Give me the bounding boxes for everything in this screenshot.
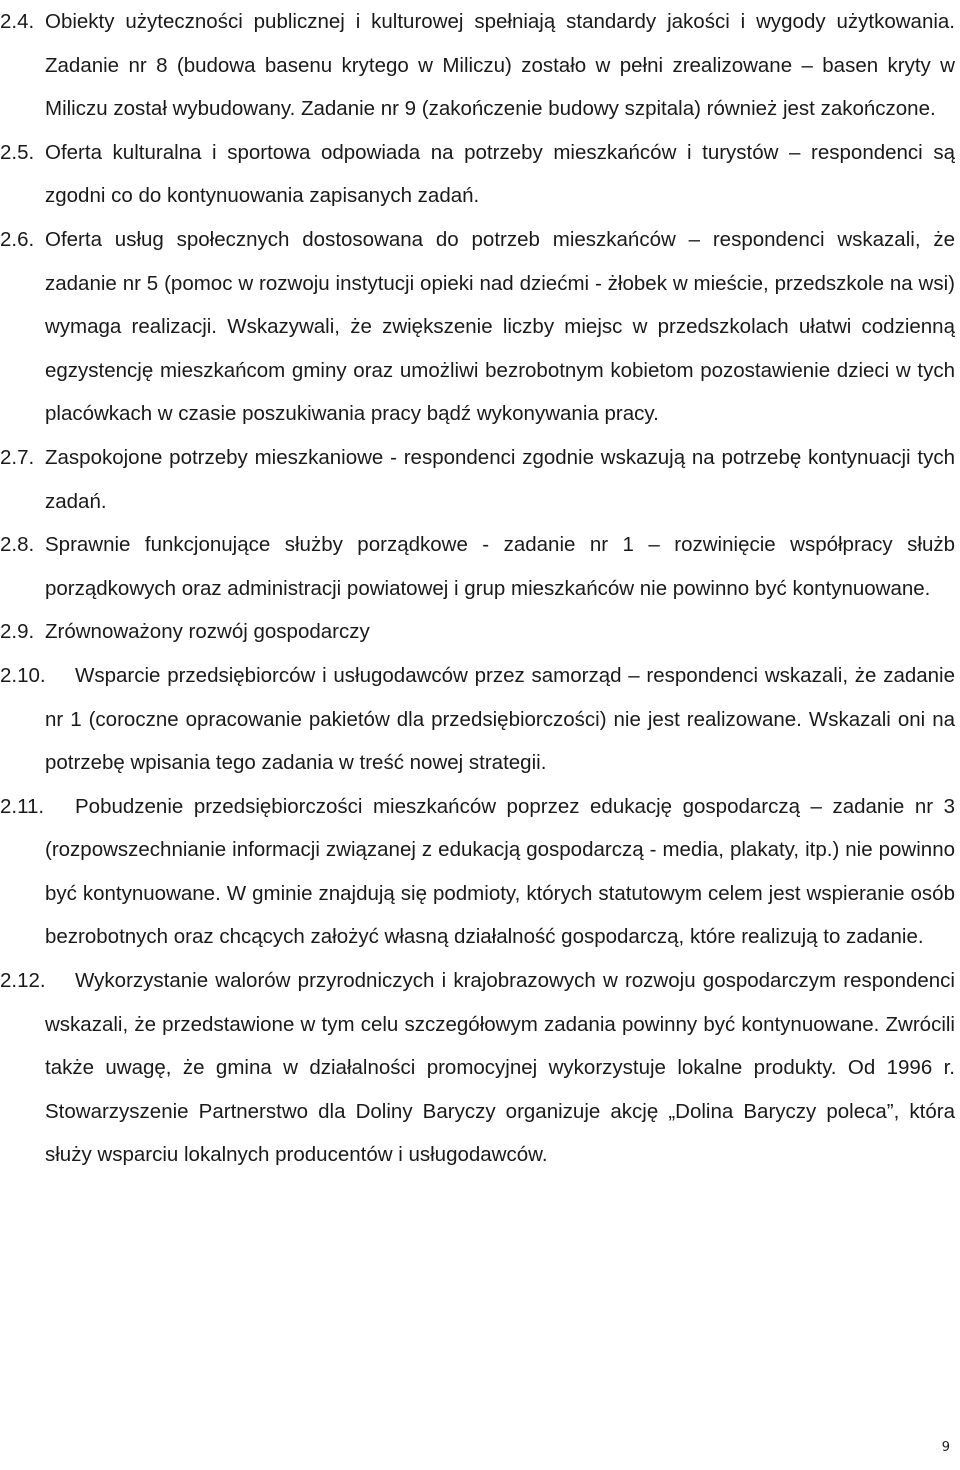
list-item-2-7 xyxy=(0,436,955,523)
item-text: Zaspokojone potrzeby mieszkaniowe - respondenci zgodnie wskazują na potrzebę kontynuacji tych zadań. xyxy=(45,445,955,513)
list-item-2-12 xyxy=(0,959,955,1177)
item-text: Obiekty użyteczności publicznej i kulturowej spełniają standardy jakości i wygody użytkowania. Zadanie nr 8 (budowa basenu krytego w Miliczu) zostało w pełni zrealizowane – basen kryty w Miliczu został wybudowany. Zadanie nr 9 (zakończenie budowy szpitala) również jest zakończone. xyxy=(45,10,955,121)
item-number: 2.4. xyxy=(0,10,35,33)
item-text: Sprawnie funkcjonujące służby porządkowe - zadanie nr 1 – rozwinięcie współpracy służb porządkowych oraz administracji powiatowej i grup mieszkańców nie powinno być kontynuowane. xyxy=(45,533,955,600)
item-text: Wsparcie przedsiębiorców i usługodawców przez samorząd – respondenci wskazali, że zadanie nr 1 (coroczne opracowanie pakietów dla przedsiębiorczości) nie jest realizowane. Wskazali oni na potrzebę wpisania tego zadania w treść nowej strategii. xyxy=(45,663,955,775)
item-text: Oferta usług społecznych dostosowana do potrzeb mieszkańców – respondenci wskazali, że zadanie nr 5 (pomoc w rozwoju instytucji opieki nad dziećmi - żłobek w mieście, przedszkole na wsi) wymaga realizacji. Wskazywali, że zwiększenie liczby miejsc w przedszkolach ułatwi codzienną egzystencję mieszkańcom gminy oraz umożliwi bezrobotnym kobietom pozostawienie dzieci w tych placówkach w czasie poszukiwania pracy bądź wykonywania pracy. xyxy=(45,227,955,426)
list-item-2-6 xyxy=(0,218,955,436)
item-number: 2.8. xyxy=(0,533,35,557)
list-item-2-8 xyxy=(0,523,955,610)
list-item-2-10 xyxy=(0,654,955,785)
item-number: 2.7. xyxy=(0,445,35,469)
item-number: 2.10. xyxy=(0,663,46,687)
list-item-2-5 xyxy=(0,131,955,218)
list-item-2-4 xyxy=(0,0,955,131)
list-item-2-11 xyxy=(0,785,955,959)
item-number: 2.6. xyxy=(0,227,35,251)
item-number: 2.9. xyxy=(0,620,35,644)
item-text: Wykorzystanie walorów przyrodniczych i krajobrazowych w rozwoju gospodarczym respondenci wskazali, że przedstawione w tym celu szczegółowym zadania powinny być kontynuowane. Zwrócili także uwagę, że gmina w działalności promocyjnej wykorzystuje lokalne produkty. Od 1996 r. Stowarzyszenie Partnerstwo dla Doliny Baryczy organizuje akcję „Dolina Baryczy poleca”, która służy wsparciu lokalnych producentów i usługodawców. xyxy=(45,969,955,1167)
item-text: Pobudzenie przedsiębiorczości mieszkańców poprzez edukację gospodarczą – zadanie nr 3 (rozpowszechnianie informacji związanej z edukacją gospodarczą - media, plakaty, itp.) nie powinno być kontynuowane. W gminie znajdują się podmioty, których statutowym celem jest wspieranie osób bezrobotnych oraz chcących założyć własną działalność gospodarczą, które realizują to zadanie. xyxy=(45,794,955,949)
item-number: 2.5. xyxy=(0,140,35,164)
item-number: 2.11. xyxy=(0,794,45,818)
page-number: 9 xyxy=(941,1440,950,1455)
item-text: Zrównoważony rozwój gospodarczy xyxy=(45,620,370,644)
list-item-2-9 xyxy=(0,610,955,654)
item-number: 2.12. xyxy=(0,969,46,993)
item-text: Oferta kulturalna i sportowa odpowiada na potrzeby mieszkańców i turystów – respondenci są zgodni co do kontynuowania zapisanych zadań. xyxy=(45,140,955,208)
